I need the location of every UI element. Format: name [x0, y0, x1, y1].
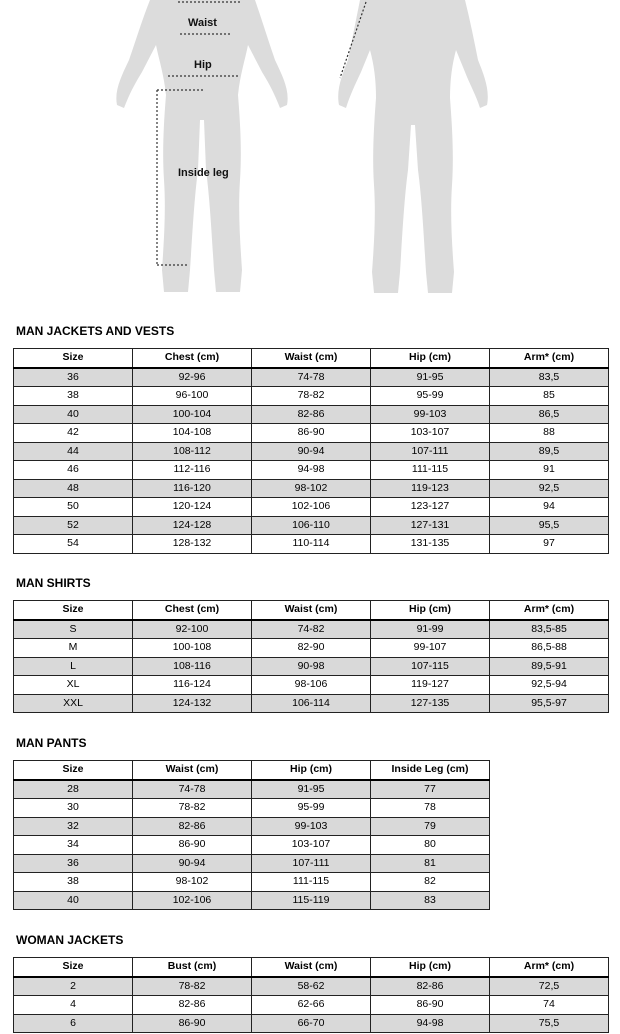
table-row — [14, 977, 609, 996]
table-row — [14, 461, 609, 480]
hip-label: Hip — [194, 59, 212, 71]
table-cell: 116-120 — [133, 479, 252, 498]
column-header: Waist (cm) — [133, 761, 252, 780]
table-row — [14, 817, 490, 836]
section-title-man-shirts: MAN SHIRTS — [16, 576, 91, 590]
table-cell: 116-124 — [133, 676, 252, 695]
table-cell: 79 — [371, 817, 490, 836]
table-row — [14, 442, 609, 461]
table-cell: L — [14, 657, 133, 676]
table-cell: 95,5 — [490, 516, 609, 535]
table-cell: 40 — [14, 891, 133, 910]
table-cell: 127-135 — [371, 694, 490, 713]
table-cell: 100-104 — [133, 405, 252, 424]
table-cell: 94-98 — [252, 461, 371, 480]
table-cell: 131-135 — [371, 535, 490, 554]
table-row — [14, 368, 609, 387]
table-cell: 78-82 — [133, 799, 252, 818]
table-cell: 90-98 — [252, 657, 371, 676]
table-cell: 95,5-97 — [490, 694, 609, 713]
table-header-row — [14, 349, 609, 368]
table-cell: 74-82 — [252, 620, 371, 639]
table-cell: 86-90 — [252, 424, 371, 443]
section-title-man-jackets: MAN JACKETS AND VESTS — [16, 324, 175, 338]
table-cell: 91-95 — [371, 368, 490, 387]
table-cell: 112-116 — [133, 461, 252, 480]
table-cell: 111-115 — [252, 873, 371, 892]
table-cell: 106-110 — [252, 516, 371, 535]
table-cell: 86,5 — [490, 405, 609, 424]
table-cell: 32 — [14, 817, 133, 836]
column-header: Waist (cm) — [252, 601, 371, 620]
table-cell: 48 — [14, 479, 133, 498]
table-header-row — [14, 761, 490, 780]
table-row — [14, 873, 490, 892]
table-cell: 58-62 — [252, 977, 371, 996]
table-cell: 78-82 — [133, 977, 252, 996]
table-cell: 86,5-88 — [490, 639, 609, 658]
table-cell: 99-107 — [371, 639, 490, 658]
table-cell: 83,5-85 — [490, 620, 609, 639]
table-cell: 82 — [371, 873, 490, 892]
table-row — [14, 620, 609, 639]
column-header: Chest (cm) — [133, 601, 252, 620]
table-cell: 77 — [371, 780, 490, 799]
column-header: Hip (cm) — [371, 958, 490, 977]
table-cell: 108-116 — [133, 657, 252, 676]
table-cell: 86-90 — [371, 996, 490, 1015]
table-row — [14, 424, 609, 443]
table-cell: 38 — [14, 873, 133, 892]
table-header-row — [14, 601, 609, 620]
table-cell: 40 — [14, 405, 133, 424]
table-row — [14, 676, 609, 695]
table-cell: 111-115 — [371, 461, 490, 480]
table-cell: 82-86 — [252, 405, 371, 424]
table-cell: 89,5-91 — [490, 657, 609, 676]
table-cell: 80 — [371, 836, 490, 855]
table-cell: 82-86 — [371, 977, 490, 996]
table-cell: 92-100 — [133, 620, 252, 639]
table-cell: 108-112 — [133, 442, 252, 461]
table-cell: 91 — [490, 461, 609, 480]
table-cell: 34 — [14, 836, 133, 855]
table-cell: 85 — [490, 387, 609, 406]
table-row — [14, 479, 609, 498]
table-cell: 30 — [14, 799, 133, 818]
column-header: Arm* (cm) — [490, 601, 609, 620]
column-header: Waist (cm) — [252, 958, 371, 977]
table-cell: 86-90 — [133, 1014, 252, 1033]
inside-leg-label: Inside leg — [178, 167, 229, 179]
table-cell: 83 — [371, 891, 490, 910]
table-cell: 106-114 — [252, 694, 371, 713]
table-cell: 102-106 — [133, 891, 252, 910]
table-cell: 96-100 — [133, 387, 252, 406]
table-cell: 74-78 — [133, 780, 252, 799]
table-cell: 75,5 — [490, 1014, 609, 1033]
man-pants-size-table — [13, 760, 490, 910]
table-cell: 88 — [490, 424, 609, 443]
table-cell: 72,5 — [490, 977, 609, 996]
table-row — [14, 694, 609, 713]
column-header: Arm* (cm) — [490, 349, 609, 368]
column-header: Hip (cm) — [252, 761, 371, 780]
waist-label: Waist — [188, 17, 217, 29]
table-cell: S — [14, 620, 133, 639]
woman-jackets-size-table — [13, 957, 609, 1033]
column-header: Arm* (cm) — [490, 958, 609, 977]
table-cell: 82-90 — [252, 639, 371, 658]
table-cell: 92-96 — [133, 368, 252, 387]
table-cell: 95-99 — [371, 387, 490, 406]
table-cell: 103-107 — [252, 836, 371, 855]
table-cell: 28 — [14, 780, 133, 799]
table-cell: 90-94 — [133, 854, 252, 873]
column-header: Size — [14, 761, 133, 780]
table-cell: 89,5 — [490, 442, 609, 461]
table-cell: 128-132 — [133, 535, 252, 554]
table-cell: 44 — [14, 442, 133, 461]
table-row — [14, 799, 490, 818]
table-row — [14, 854, 490, 873]
table-cell: 124-128 — [133, 516, 252, 535]
table-cell: 94-98 — [371, 1014, 490, 1033]
table-cell: XL — [14, 676, 133, 695]
table-cell: 54 — [14, 535, 133, 554]
table-cell: 94 — [490, 498, 609, 517]
measurement-figure — [0, 0, 620, 300]
table-cell: 2 — [14, 977, 133, 996]
table-row — [14, 387, 609, 406]
table-cell: XXL — [14, 694, 133, 713]
table-row — [14, 657, 609, 676]
column-header: Size — [14, 601, 133, 620]
column-header: Bust (cm) — [133, 958, 252, 977]
table-cell: 110-114 — [252, 535, 371, 554]
man-jackets-size-table — [13, 348, 609, 554]
table-cell: 36 — [14, 368, 133, 387]
table-cell: 46 — [14, 461, 133, 480]
table-cell: 78-82 — [252, 387, 371, 406]
table-cell: 91-95 — [252, 780, 371, 799]
table-cell: 42 — [14, 424, 133, 443]
table-row — [14, 639, 609, 658]
table-cell: 82-86 — [133, 817, 252, 836]
table-cell: 102-106 — [252, 498, 371, 517]
man-shirts-size-table — [13, 600, 609, 713]
table-row — [14, 535, 609, 554]
column-header: Chest (cm) — [133, 349, 252, 368]
table-cell: 91-99 — [371, 620, 490, 639]
table-row — [14, 516, 609, 535]
table-cell: 66-70 — [252, 1014, 371, 1033]
table-cell: 103-107 — [371, 424, 490, 443]
table-cell: 127-131 — [371, 516, 490, 535]
table-cell: 119-123 — [371, 479, 490, 498]
table-cell: 74 — [490, 996, 609, 1015]
table-cell: 92,5 — [490, 479, 609, 498]
section-title-woman-jackets: WOMAN JACKETS — [16, 933, 124, 947]
table-row — [14, 780, 490, 799]
table-cell: 107-115 — [371, 657, 490, 676]
column-header: Inside Leg (cm) — [371, 761, 490, 780]
table-cell: 119-127 — [371, 676, 490, 695]
table-cell: 120-124 — [133, 498, 252, 517]
table-cell: 86-90 — [133, 836, 252, 855]
table-cell: 123-127 — [371, 498, 490, 517]
table-row — [14, 405, 609, 424]
table-cell: 95-99 — [252, 799, 371, 818]
table-cell: 81 — [371, 854, 490, 873]
table-cell: 107-111 — [371, 442, 490, 461]
table-row — [14, 498, 609, 517]
table-cell: 90-94 — [252, 442, 371, 461]
table-cell: 74-78 — [252, 368, 371, 387]
table-cell: 98-106 — [252, 676, 371, 695]
section-title-man-pants: MAN PANTS — [16, 736, 87, 750]
table-cell: 107-111 — [252, 854, 371, 873]
table-cell: 52 — [14, 516, 133, 535]
side-body-silhouette — [338, 0, 488, 293]
table-row — [14, 1014, 609, 1033]
column-header: Waist (cm) — [252, 349, 371, 368]
table-cell: 100-108 — [133, 639, 252, 658]
front-body-silhouette — [116, 0, 287, 292]
table-cell: 98-102 — [252, 479, 371, 498]
table-cell: 124-132 — [133, 694, 252, 713]
table-cell: 78 — [371, 799, 490, 818]
table-row — [14, 891, 490, 910]
column-header: Hip (cm) — [371, 349, 490, 368]
table-cell: 97 — [490, 535, 609, 554]
body-silhouettes-illustration — [0, 0, 620, 300]
table-cell: 4 — [14, 996, 133, 1015]
table-cell: 99-103 — [371, 405, 490, 424]
table-cell: 62-66 — [252, 996, 371, 1015]
table-cell: 98-102 — [133, 873, 252, 892]
table-header-row — [14, 958, 609, 977]
column-header: Hip (cm) — [371, 601, 490, 620]
table-cell: 38 — [14, 387, 133, 406]
table-row — [14, 836, 490, 855]
table-cell: 92,5-94 — [490, 676, 609, 695]
table-cell: 82-86 — [133, 996, 252, 1015]
table-cell: 83,5 — [490, 368, 609, 387]
table-row — [14, 996, 609, 1015]
table-cell: M — [14, 639, 133, 658]
table-cell: 115-119 — [252, 891, 371, 910]
column-header: Size — [14, 958, 133, 977]
table-cell: 36 — [14, 854, 133, 873]
table-cell: 50 — [14, 498, 133, 517]
column-header: Size — [14, 349, 133, 368]
table-cell: 6 — [14, 1014, 133, 1033]
table-cell: 99-103 — [252, 817, 371, 836]
table-cell: 104-108 — [133, 424, 252, 443]
